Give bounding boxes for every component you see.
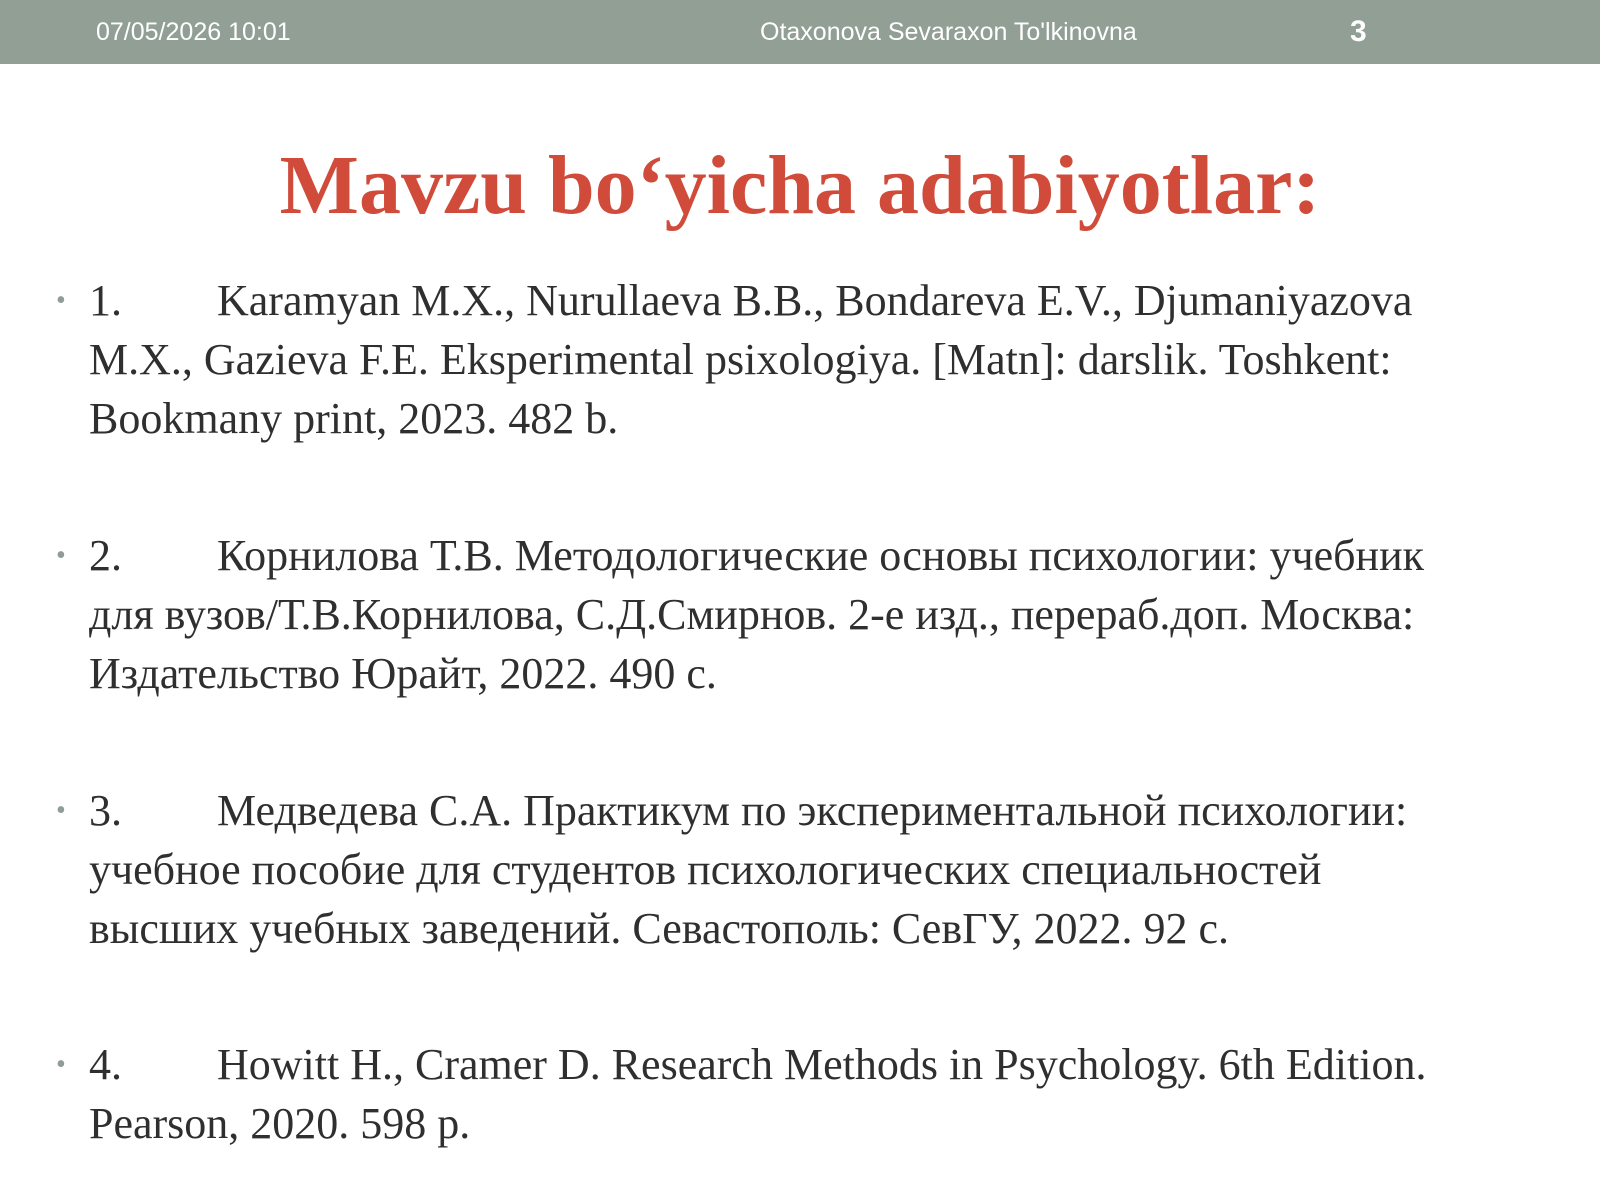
- reference-line: Pearson, 2020. 598 p.: [89, 1099, 471, 1148]
- reference-line: Издательство Юрайт, 2022. 490 с.: [89, 649, 717, 698]
- reference-line-text: Howitt H., Cramer D. Research Methods in Psychology. 6th Edition.: [217, 1040, 1427, 1089]
- page-number: 3: [1350, 15, 1367, 48]
- reference-line-text: Karamyan M.X., Nurullaeva B.B., Bondareva E.V., Djumaniyazova: [217, 276, 1413, 325]
- reference-number: 2.: [89, 531, 122, 580]
- reference-line: учебное пособие для студентов психологических специальностей: [89, 845, 1322, 894]
- reference-line: [89, 526, 1559, 585]
- reference-text: [89, 271, 1559, 448]
- reference-text: [89, 781, 1559, 958]
- bullet-icon: •: [56, 1049, 66, 1080]
- reference-line: Bookmany print, 2023. 482 b.: [89, 394, 619, 443]
- header-author: Otaxonova Sevaraxon To'lkinovna: [760, 18, 1137, 46]
- reference-number: 1.: [89, 276, 122, 325]
- reference-line: высших учебных заведений. Севастополь: СевГУ, 2022. 92 с.: [89, 904, 1230, 953]
- bullet-icon: •: [56, 795, 66, 826]
- reference-line: [89, 271, 1559, 330]
- reference-line-text: Медведева С.А. Практикум по экспериментальной психологии:: [217, 786, 1408, 835]
- reference-line: [89, 781, 1559, 840]
- slide-title: Mavzu bo‘yicha adabiyotlar:: [279, 139, 1321, 232]
- reference-number: 3.: [89, 786, 122, 835]
- reference-text: [89, 1035, 1559, 1153]
- bullet-icon: •: [56, 540, 66, 571]
- reference-number: 4.: [89, 1040, 122, 1089]
- header-date: 07/05/2026 10:01: [96, 18, 291, 46]
- reference-line: M.X., Gazieva F.E. Eksperimental psixologiya. [Matn]: darslik. Toshkent:: [89, 335, 1392, 384]
- reference-line: [89, 1035, 1559, 1094]
- reference-line-text: Корнилова Т.В. Методологические основы психологии: учебник: [217, 531, 1425, 580]
- reference-line: для вузов/Т.В.Корнилова, С.Д.Смирнов. 2-е изд., перераб.доп. Москва:: [89, 590, 1415, 639]
- bullet-icon: •: [56, 285, 66, 316]
- reference-text: [89, 526, 1559, 703]
